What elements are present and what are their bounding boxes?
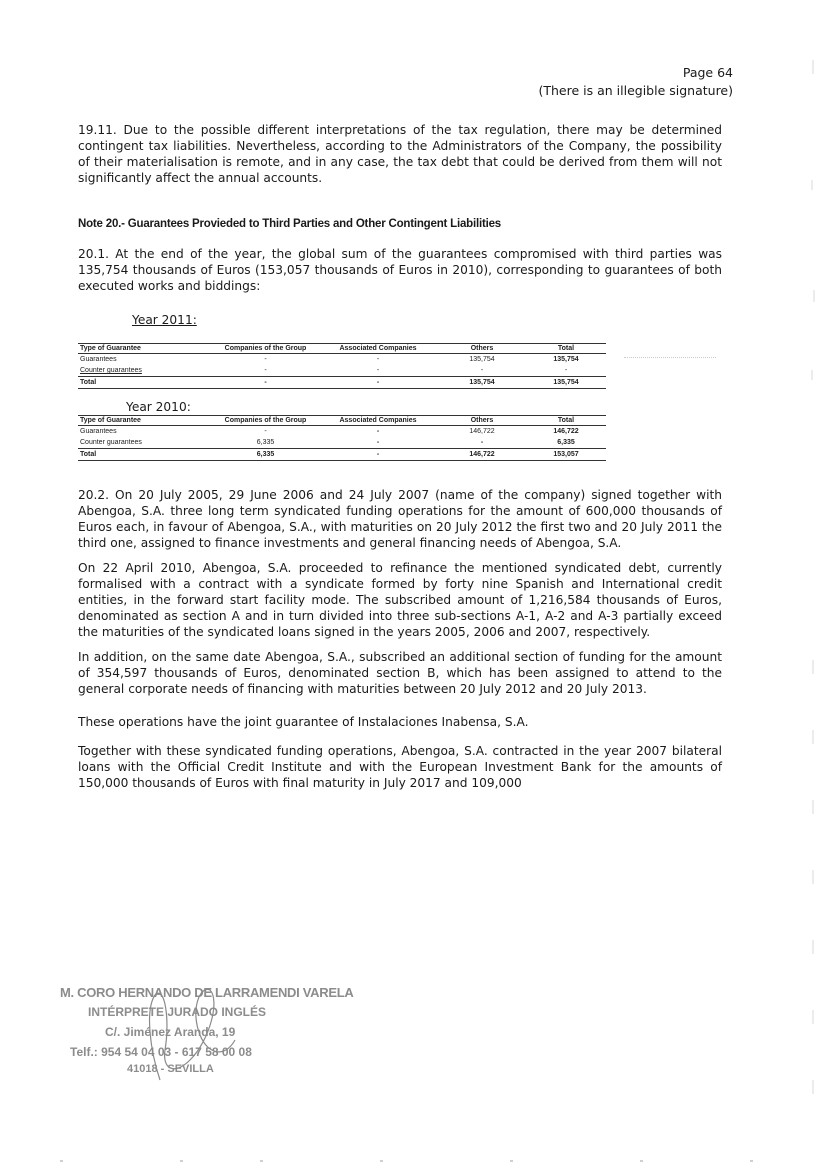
paragraph-additional-funding: In addition, on the same date Abengoa, S.A., subscribed an additional section of funding for the amount of 354,597 thousands of Euros, denominated section B, which has been assigned to attend to the general corporate needs of financing with maturities between 20 July 2012 and 20 July 2013.	[78, 650, 722, 696]
signature-note: (There is an illegible signature)	[538, 83, 733, 98]
guarantees-table-2011	[78, 343, 606, 389]
scan-edge-marks	[806, 40, 820, 1140]
table-cell: Total	[78, 377, 213, 389]
table-cell: -	[564, 367, 568, 374]
table-cell: -	[376, 367, 380, 374]
signature-icon	[120, 980, 260, 1090]
table-cell: -	[264, 428, 267, 435]
paragraph-19-11: 19.11. Due to the possible different interpretations of the tax regulation, there may be determined contingent tax liabilities. Nevertheless, according to the Administrators of the Company, the possibility of their materialisation is remote, and in any case, the tax debt that could be derived from them will not significantly affect the annual accounts.	[78, 123, 722, 185]
table-cell: -	[213, 377, 318, 389]
paragraph-joint-guarantee: These operations have the joint guarantee of Instalaciones Inabensa, S.A.	[78, 715, 529, 729]
table-cell: -	[376, 356, 380, 363]
table-cell: 6,335	[256, 439, 275, 446]
column-header: Type of Guarantee	[78, 344, 213, 354]
table-total-row	[78, 449, 606, 461]
table-cell: -	[264, 367, 267, 374]
table-cell: 153,057	[526, 449, 606, 461]
table-cell: -	[376, 428, 380, 435]
translator-stamp	[60, 985, 354, 1100]
table-cell: Total	[78, 449, 213, 461]
paragraph-20-2: 20.2. On 20 July 2005, 29 June 2006 and 24 July 2007 (name of the company) signed together with Abengoa, S.A. three long term syndicated funding operations for the amount of 600,000 thousands of Euros each, in favour of Abengoa, S.A., with maturities on 20 July 2012 the first two and 20 July 2011 the third one, assigned to finance investments and general financing needs of Abengoa, S.A.	[78, 488, 722, 550]
table-cell: 135,754	[526, 377, 606, 389]
table-row	[78, 354, 606, 366]
table-cell: 135,754	[469, 356, 495, 363]
table-cell: -	[376, 439, 380, 446]
stamp-line: INTÉRPRETE JURADO INGLÉS	[88, 1005, 267, 1019]
table-cell: -	[264, 356, 267, 363]
table-header-row	[78, 344, 606, 354]
column-header: Type of Guarantee	[78, 416, 213, 426]
column-header: Total	[526, 344, 606, 354]
table-header-row	[78, 416, 606, 426]
column-header: Companies of the Group	[213, 344, 318, 354]
table-row	[78, 365, 606, 377]
stamp-line: C/. Jiménez Aranda, 19	[105, 1025, 236, 1039]
column-header: Companies of the Group	[213, 416, 318, 426]
year-2011-label: Year 2011:	[132, 313, 197, 327]
scan-bottom-marks	[60, 1158, 760, 1164]
column-header: Total	[526, 416, 606, 426]
guarantees-table-2010	[78, 415, 606, 461]
table-cell: 6,335	[213, 449, 318, 461]
table-cell: Guarantees	[80, 428, 117, 435]
paragraph-bilateral-loans: Together with these syndicated funding operations, Abengoa, S.A. contracted in the year 2007 bilateral loans with the Official Credit Institute and with the European Investment Bank for the amounts of 150,000 thousands of Euros with final maturity in July 2017 and 109,000	[78, 744, 722, 790]
table-cell: 146,722	[438, 449, 526, 461]
table-cell: Counter guarantees	[80, 439, 142, 446]
table-cell: 135,754	[438, 377, 526, 389]
table-cell: 135,754	[553, 356, 579, 363]
table-cell: 146,722	[469, 428, 495, 435]
paragraph-20-1: 20.1. At the end of the year, the global sum of the guarantees compromised with third parties was 135,754 thousands of Euros (153,057 thousands of Euros in 2010), corresponding to guarantees of both executed works and biddings:	[78, 247, 722, 293]
stamp-line: M. CORO HERNANDO DE LARRAMENDI VARELA	[60, 985, 354, 1000]
table-cell: 146,722	[553, 428, 579, 435]
stamp-line: 41018 - SEVILLA	[127, 1063, 214, 1075]
table-cell: -	[480, 439, 484, 446]
table-cell: -	[318, 449, 438, 461]
divider	[624, 357, 716, 358]
column-header: Others	[438, 416, 526, 426]
table-cell: Counter guarantees	[80, 367, 142, 374]
table-total-row	[78, 377, 606, 389]
table-cell: -	[480, 367, 484, 374]
table-row	[78, 426, 606, 438]
column-header: Others	[438, 344, 526, 354]
table-cell: -	[318, 377, 438, 389]
note-20-heading: Note 20.- Guarantees Provieded to Third Parties and Other Contingent Liabilities	[78, 218, 501, 230]
table-cell: Guarantees	[80, 356, 117, 363]
table-cell: 6,335	[557, 439, 575, 446]
page-number: Page 64	[682, 65, 733, 80]
year-2010-label: Year 2010:	[126, 400, 191, 414]
column-header: Associated Companies	[318, 416, 438, 426]
column-header: Associated Companies	[318, 344, 438, 354]
table-row	[78, 437, 606, 449]
stamp-line: Telf.: 954 54 04 03 - 617 58 00 08	[70, 1045, 252, 1059]
paragraph-refinance: On 22 April 2010, Abengoa, S.A. proceeded to refinance the mentioned syndicated debt, currently formalised with a contract with a syndicate formed by forty nine Spanish and International credit entities, in the forward start facility mode. The subscribed amount of 1,216,584 thousands of Euros, denominated as section A and in turn divided into three sub-sections A-1, A-2 and A-3 partially exceed the maturities of the syndicated loans signed in the years 2005, 2006 and 2007, respectively.	[78, 561, 722, 639]
page-header	[538, 64, 733, 100]
